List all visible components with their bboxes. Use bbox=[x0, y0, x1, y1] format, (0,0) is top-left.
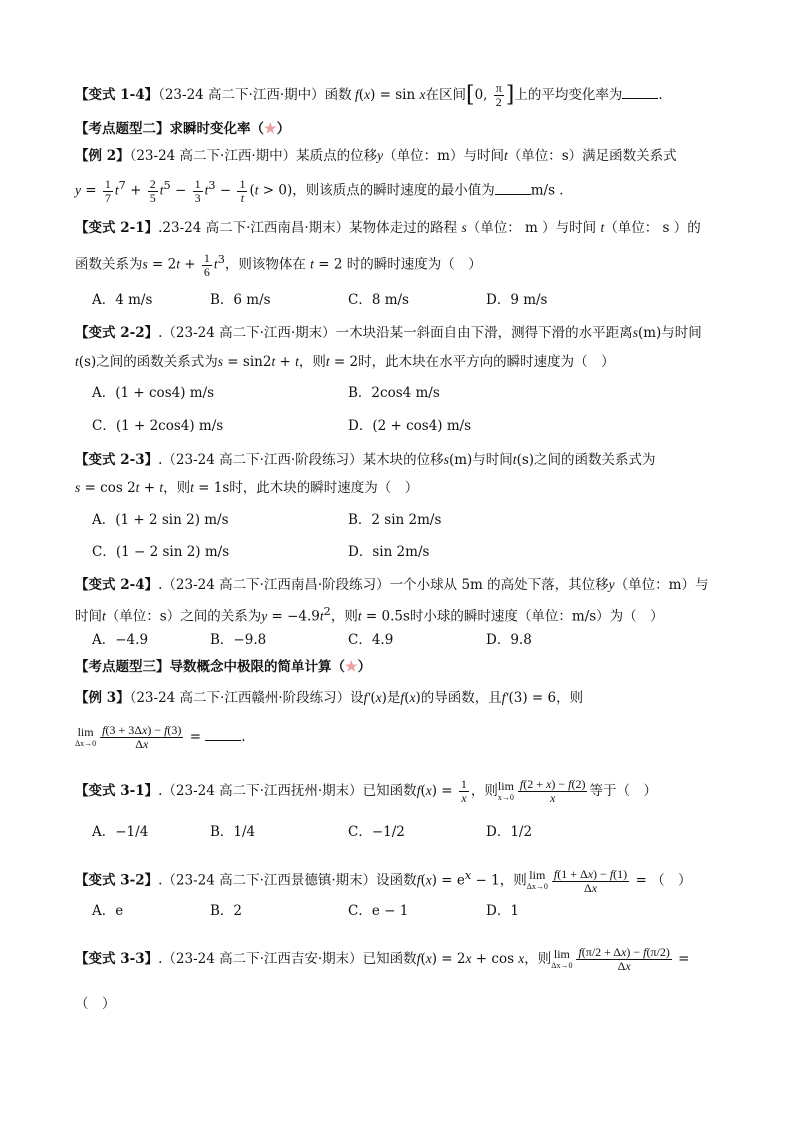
text: ，则 bbox=[499, 872, 527, 889]
text: （单位：s）满足函数关系式 bbox=[507, 148, 677, 164]
text: ，则 bbox=[330, 608, 358, 625]
option-d[interactable]: D．1/2 bbox=[486, 824, 533, 840]
problem-1-4: 【变式 1-4】（23-24 高二下·江西·期中）函数 f(x) = sin x在区间[0, $\frac{\pi}{2}$ ]上的平均变化率为 . bbox=[75, 81, 663, 109]
text: 的导函数，且 bbox=[420, 690, 502, 706]
source: .23-24 高二下·江西南昌·期末）某物体走过的路程 bbox=[158, 220, 458, 236]
section-3-heading bbox=[75, 657, 371, 677]
option-a[interactable]: A．e bbox=[92, 903, 124, 919]
example-2: 【例 2】（23-24 高二下·江西·期中）某质点的位移y（单位：m）与时间t（单位：s）满足函数关系式 bbox=[75, 148, 677, 164]
text: 时，此木块的瞬时速度为（ ） bbox=[229, 480, 419, 496]
problem-2-1: 【变式 2-1】.23-24 高二下·江西南昌·期末）某物体走过的路程 s（单位： m ）与时间 t（单位： s ）的 bbox=[75, 220, 701, 236]
source: .（23-24 高二下·江西吉安·期末）已知函数 bbox=[158, 951, 417, 967]
tag: 【变式 2-4】 bbox=[75, 577, 159, 593]
text: 上的平均变化率为 bbox=[514, 87, 623, 103]
option-d[interactable]: D．(2 + cos4) m/s bbox=[348, 418, 472, 434]
option-a[interactable]: A．(1 + cos4) m/s bbox=[92, 385, 215, 401]
text: ，则 bbox=[470, 783, 498, 799]
text: 之间的函数关系式为 bbox=[96, 354, 218, 370]
problem-2-4-line2: 时间t（单位：s）之间的关系为$y = -4.9t^2$，则t = 0.5s时小球的瞬时速度（单位：m/s）为（ ） bbox=[75, 605, 664, 625]
source: .（23-24 高二下·江西·阶段练习）某木块的位移 bbox=[158, 452, 444, 468]
text: 时，此木块在水平方向的瞬时速度为（ ） bbox=[358, 354, 615, 370]
text: 时的瞬时速度为（ ） bbox=[346, 256, 482, 273]
example-3-formula: lim Δx→0 $\frac{f(3 + 3\Delta x) - f(3)}{\Delta x}$ = . bbox=[75, 723, 246, 751]
source: （23-24 高二下·江西赣州·阶段练习）设 bbox=[129, 690, 364, 706]
star-icon: ★ bbox=[264, 121, 277, 137]
text: （单位：m）与时间 bbox=[383, 148, 504, 164]
text: ） bbox=[357, 659, 372, 675]
tag: 【变式 3-1】 bbox=[75, 783, 159, 799]
tag: 【变式 3-3】 bbox=[75, 951, 159, 967]
source: （23-24 高二下·江西·期中）函数 bbox=[158, 87, 352, 103]
text: ，则 bbox=[524, 951, 552, 967]
option-a[interactable]: A．−4.9 bbox=[92, 632, 149, 648]
text: . bbox=[658, 87, 663, 103]
option-d[interactable]: D．1 bbox=[486, 903, 519, 919]
option-a[interactable]: A．−1/4 bbox=[92, 824, 149, 840]
option-b[interactable]: B．2 bbox=[210, 903, 243, 919]
text: 等于（ ） bbox=[589, 783, 657, 799]
option-b[interactable]: B．−9.8 bbox=[210, 632, 267, 648]
tag: 【变式 1-4】 bbox=[75, 87, 159, 103]
source: （23-24 高二下·江西·期中）某质点的位移 bbox=[129, 148, 378, 164]
option-d[interactable]: D．9 m/s bbox=[486, 292, 548, 308]
text: （单位： bbox=[466, 220, 521, 236]
option-a[interactable]: A．4 m/s bbox=[92, 292, 153, 308]
option-d[interactable]: D．9.8 bbox=[486, 632, 532, 648]
option-d[interactable]: D．sin 2m/s bbox=[348, 544, 430, 560]
tag: 【变式 3-2】 bbox=[75, 872, 159, 889]
text: （单位：m）与 bbox=[614, 577, 709, 593]
option-a[interactable]: A．(1 + 2 sin 2) m/s bbox=[92, 512, 229, 528]
source: .（23-24 高二下·江西抚州·期末）已知函数 bbox=[158, 783, 417, 799]
option-c[interactable]: C．e − 1 bbox=[348, 903, 409, 919]
option-c[interactable]: C．−1/2 bbox=[348, 824, 405, 840]
problem-2-2-line2: t(s)之间的函数关系式为s = sin2t + t，则t = 2时，此木块在水平方向的瞬时速度为（ ） bbox=[75, 354, 615, 370]
section-2-heading bbox=[75, 119, 290, 139]
problem-2-3: 【变式 2-3】.（23-24 高二下·江西·阶段练习）某木块的位移s(m)与时间t(s)之间的函数关系式为 bbox=[75, 452, 656, 468]
option-b[interactable]: B．2cos4 m/s bbox=[348, 385, 440, 401]
text: ，则 bbox=[556, 690, 584, 706]
text: 与时间 bbox=[472, 452, 513, 468]
problem-2-3-line2: s = cos 2t + t，则t = 1s时，此木块的瞬时速度为（ ） bbox=[75, 480, 419, 496]
problem-2-2: 【变式 2-2】.（23-24 高二下·江西·期末）一木块沿某一斜面自由下滑，测得下滑的水平距离s(m)与时间 bbox=[75, 325, 702, 341]
option-b[interactable]: B．2 sin 2m/s bbox=[348, 512, 442, 528]
text: 之间的函数关系式为 bbox=[534, 452, 656, 468]
text: m/s . bbox=[530, 182, 564, 199]
tag: 【例 3】 bbox=[75, 690, 130, 706]
text: 时间 bbox=[75, 608, 102, 625]
tag: 【变式 2-3】 bbox=[75, 452, 159, 468]
answer-blank bbox=[495, 182, 531, 195]
example-2-formula: y = $\frac{1}{7}$ $t^7$ + $\frac{2}{5}$ $t^5$ − $\frac{1}{3}$ $t^3$ − $\frac{1}{t}$ (t > 0)，则该质点的瞬时速度的最小值为 m/s . bbox=[75, 176, 564, 205]
tag: 【变式 2-1】 bbox=[75, 220, 159, 236]
text: ，则 bbox=[298, 354, 326, 370]
tag: 【例 2】 bbox=[75, 148, 130, 164]
answer-blank bbox=[622, 86, 658, 99]
problem-3-3: 【变式 3-3】.（23-24 高二下·江西吉安·期末）已知函数f(x) = 2x + cos x，则 lim Δx→0 $\frac{f(\pi/2 + \Delta x) - f(\pi/2)}{\Delta x}$ = bbox=[75, 945, 690, 973]
source: .（23-24 高二下·江西·期末）一木块沿某一斜面自由下滑，测得下滑的水平距离 bbox=[158, 325, 633, 341]
source: .（23-24 高二下·江西景德镇·期末）设函数 bbox=[158, 872, 417, 889]
star-icon: ★ bbox=[345, 659, 358, 675]
option-c[interactable]: C．8 m/s bbox=[348, 292, 409, 308]
problem-3-2: 【变式 3-2】.（23-24 高二下·江西景德镇·期末）设函数$f(x) = e^x - 1$，则 lim Δx→0 $\frac{f(1 + \Delta x) - f(1)}{\Delta x}$ = （ ） bbox=[75, 866, 692, 895]
option-b[interactable]: B．6 m/s bbox=[210, 292, 271, 308]
option-b[interactable]: B．1/4 bbox=[210, 824, 256, 840]
problem-2-1-line2: 函数关系为s = 2t + $\frac{1}{6}$ $t^3$，则该物体在 t = 2 时的瞬时速度为（ ） bbox=[75, 250, 482, 279]
text: （单位：s）之间的关系为 bbox=[105, 608, 262, 625]
text: 时小球的瞬时速度（单位：m/s）为（ ） bbox=[409, 608, 664, 625]
text: ，则该物体在 bbox=[224, 256, 306, 273]
text: 与时间 bbox=[661, 325, 702, 341]
text: （ ） bbox=[651, 872, 692, 889]
text: （单位： bbox=[604, 220, 659, 236]
text: 在区间 bbox=[425, 87, 466, 103]
text: ，则该质点的瞬时速度的最小值为 bbox=[292, 182, 495, 199]
example-3: 【例 3】（23-24 高二下·江西赣州·阶段练习）设f′(x)是f(x)的导函数，且f′(3) = 6，则 bbox=[75, 690, 584, 706]
section-title: 【考点题型三】导数概念中极限的简单计算（ bbox=[75, 659, 345, 675]
answer-blank bbox=[205, 728, 241, 741]
option-c[interactable]: C．4.9 bbox=[348, 632, 394, 648]
text: 是 bbox=[386, 690, 401, 706]
problem-2-4: 【变式 2-4】.（23-24 高二下·江西南昌·阶段练习）一个小球从 5m 的高处下落，其位移y（单位：m）与 bbox=[75, 577, 709, 593]
problem-3-3-line2: （ ） bbox=[75, 996, 116, 1012]
text: 函数关系为 bbox=[75, 256, 143, 273]
text: ） bbox=[276, 121, 291, 137]
problem-3-1: 【变式 3-1】.（23-24 高二下·江西抚州·期末）已知函数f(x) = $\frac{1}{x}$ ，则 lim x→0 $\frac{f(2 + x) - f(2)}{x}$ 等于（ ） bbox=[75, 777, 657, 805]
option-c[interactable]: C．(1 − 2 sin 2) m/s bbox=[92, 544, 230, 560]
text: ）与时间 bbox=[542, 220, 597, 236]
option-c[interactable]: C．(1 + 2cos4) m/s bbox=[92, 418, 224, 434]
tag: 【变式 2-2】 bbox=[75, 325, 159, 341]
text: ）的 bbox=[673, 220, 701, 236]
section-title: 【考点题型二】求瞬时变化率（ bbox=[75, 121, 264, 137]
source: .（23-24 高二下·江西南昌·阶段练习）一个小球从 5m 的高处下落，其位移 bbox=[158, 577, 609, 593]
text: ，则 bbox=[163, 480, 191, 496]
